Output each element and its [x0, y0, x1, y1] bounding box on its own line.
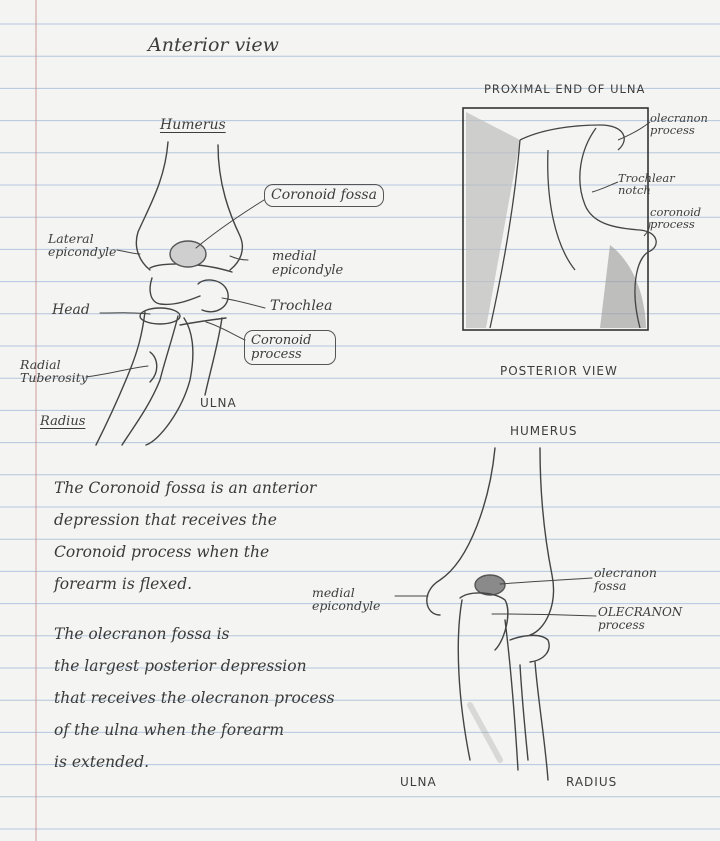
anterior-view-title: Anterior view	[148, 34, 279, 56]
posterior-ulna-label: ULNA	[400, 775, 437, 789]
trochlear-notch-label: Trochlear notch	[618, 171, 675, 198]
lateral-epicondyle-label: Lateral epicondyle	[48, 231, 117, 260]
radius-label: Radius	[40, 414, 86, 429]
note-line: The Coronoid fossa is an anterior	[54, 479, 317, 497]
note-line: The olecranon fossa is	[54, 625, 230, 643]
coronoid-fossa-note	[54, 472, 316, 600]
radial-tuberosity-label: Radial Tuberosity	[20, 357, 88, 386]
coronoid-process-label-proximal: coronoid process	[650, 205, 702, 232]
posterior-elbow-drawing	[395, 448, 596, 780]
olecranon-fossa-label: olecranon fossa	[594, 565, 657, 594]
posterior-humerus-label: HUMERUS	[510, 424, 578, 438]
trochlea-label: Trochlea	[270, 298, 333, 314]
note-line: of the ulna when the forearm	[54, 721, 285, 739]
note-line: the largest posterior depression	[54, 657, 307, 675]
coronoid-process-label: Coronoid process	[244, 330, 336, 365]
posterior-radius-label: RADIUS	[566, 775, 618, 789]
note-line: that receives the olecranon process	[54, 689, 335, 707]
anterior-humerus-label: Humerus	[160, 117, 226, 133]
coronoid-fossa-label: Coronoid fossa	[264, 184, 384, 207]
olecranon-fossa-note	[54, 618, 335, 778]
proximal-ulna-title: PROXIMAL END OF ULNA	[484, 82, 646, 96]
note-line: depression that receives the	[54, 511, 277, 529]
note-line: Coronoid process when the	[54, 543, 270, 561]
proximal-ulna-drawing	[463, 108, 656, 330]
posterior-medial-epicondyle-label: medial epicondyle	[312, 585, 381, 614]
olecranon-process-label-proximal: olecranon process	[650, 111, 708, 138]
head-label: Head	[52, 302, 90, 318]
anterior-elbow-drawing	[86, 142, 265, 445]
ulna-label: ULNA	[200, 396, 237, 410]
note-line: is extended.	[54, 753, 150, 771]
medial-epicondyle-label: medial epicondyle	[272, 249, 344, 278]
note-line: forearm is flexed.	[54, 575, 193, 593]
olecranon-process-label: OLECRANON process	[598, 605, 683, 632]
posterior-view-caption: POSTERIOR VIEW	[500, 364, 618, 378]
